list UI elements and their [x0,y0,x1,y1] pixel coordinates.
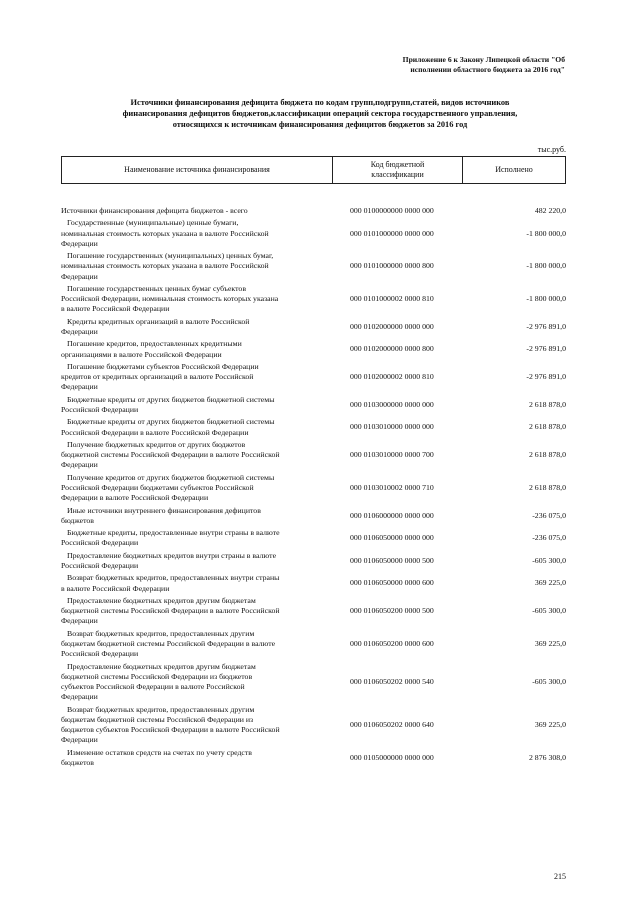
source-name-line: Российской Федерации бюджетами субъектов Российской [61,482,254,492]
source-name-line: Государственные (муниципальные) ценные бумаги, [67,218,239,228]
source-name [61,705,346,746]
executed-amount: -236 075,0 [532,533,566,543]
table-row [61,362,566,393]
table-row [61,395,566,415]
source-name-line: Российской Федерации [61,538,139,548]
budget-code: 000 0102000000 0000 800 [350,344,434,354]
budget-code: 000 0103010002 0000 710 [350,482,434,492]
table-row [61,339,566,359]
table-body [61,206,566,770]
executed-amount: 2 618 878,0 [528,399,566,409]
table-header [61,156,566,184]
source-name-line: Возврат бюджетных кредитов, предоставленных другим [67,704,255,714]
source-name-line: Возврат бюджетных кредитов, предоставленных внутри страны [67,573,280,583]
source-name-line: Получение бюджетных кредитов от других бюджетов [67,439,246,449]
executed-amount: -1 800 000,0 [526,261,566,271]
source-name-line: Российской Федерации [61,649,139,659]
source-name-line: Федерации [61,382,98,392]
executed-amount: -2 976 891,0 [526,321,566,331]
executed-amount: -605 300,0 [532,676,566,686]
budget-code: 000 0106000000 0000 000 [350,510,434,520]
executed-amount: 369 225,0 [534,578,566,588]
executed-amount: -605 300,0 [532,606,566,616]
source-name-line: Предоставление бюджетных кредитов внутри страны в валюте [67,550,277,560]
budget-code: 000 0106050000 0000 000 [350,533,434,543]
budget-code: 000 0101000002 0000 810 [350,294,434,304]
source-name-line: Получение кредитов от других бюджетов бюджетной системы [67,472,275,482]
source-name-line: Федерации [61,692,98,702]
executed-amount: -2 976 891,0 [526,344,566,354]
source-name-line: Российской Федерации в валюте Российской Федерации [61,427,249,437]
table-row [61,218,566,249]
source-name-line: бюджетам бюджетной системы Российской Федерации из [61,714,254,724]
budget-code: 000 0106050202 0000 640 [350,719,434,729]
executed-amount: -236 075,0 [532,510,566,520]
executed-amount: 2 618 878,0 [528,450,566,460]
source-name-line: Российской Федерации [61,560,139,570]
table-row [61,748,566,768]
budget-code: 000 0103010000 0000 700 [350,450,434,460]
table-row [61,551,566,571]
source-name [61,551,346,571]
executed-amount: 2 618 878,0 [528,422,566,432]
source-name [61,395,346,415]
executed-amount: 369 225,0 [534,719,566,729]
source-name [61,506,346,526]
source-name-line: номинальная стоимость которых указана в валюте Российской [61,228,269,238]
budget-code: 000 0106050200 0000 500 [350,606,434,616]
budget-code: 000 0106050200 0000 600 [350,638,434,648]
source-name [61,317,346,337]
source-name-line: Федерации [61,238,98,248]
source-name [61,417,346,437]
source-name [61,473,346,504]
source-name-line: Федерации [61,735,98,745]
appendix-line-1: Приложение 6 к Закону Липецкой области "Об [402,55,565,64]
executed-amount: -1 800 000,0 [526,294,566,304]
source-name [61,573,346,593]
source-name-line: Иные источники внутреннего финансирования дефицитов [67,505,261,515]
page-number: 215 [554,872,566,881]
source-name-line: Федерации в валюте Российской Федерации [61,493,209,503]
budget-code: 000 0106050000 0000 600 [350,578,434,588]
table-row [61,251,566,282]
title-line-1: Источники финансирования дефицита бюджета по кодам групп,подгрупп,статей, видов источников [130,98,510,107]
table-row [61,473,566,504]
executed-amount: 2 876 308,0 [528,752,566,762]
source-name-line: бюджетов [61,757,94,767]
table-row [61,662,566,703]
table-row [61,506,566,526]
table-row [61,317,566,337]
executed-amount: -2 976 891,0 [526,372,566,382]
source-name-line: бюджетам бюджетной системы Российской Федерации в валюте [61,638,276,648]
source-name-line: Погашение государственных ценных бумаг субъектов [67,283,246,293]
executed-amount: -605 300,0 [532,555,566,565]
source-name-line: Предоставление бюджетных кредитов другим бюджетам [67,661,256,671]
source-name [61,596,346,627]
units-label: тыс.руб. [537,145,566,154]
source-name-line: Федерации [61,271,98,281]
table-row [61,629,566,660]
source-name-line: Федерации [61,616,98,626]
source-name [61,251,346,282]
executed-amount: -1 800 000,0 [526,228,566,238]
source-name-line: Источники финансирования дефицита бюджетов - всего [61,206,248,215]
source-name [61,218,346,249]
source-name-line: Российской Федерации, номинальная стоимость которых указана [61,294,279,304]
budget-code: 000 0106050000 0000 500 [350,555,434,565]
source-name-line: субъектов Российской Федерации в валюте Российской [61,681,245,691]
executed-amount: 369 225,0 [534,638,566,648]
budget-code: 000 0103000000 0000 000 [350,399,434,409]
source-name-line: в валюте Российской Федерации [61,583,170,593]
table-row [61,705,566,746]
source-name-line: бюджетной системы Российской Федерации в валюте Российской [61,450,280,460]
source-name-line: Погашение бюджетами субъектов Российской Федерации [67,361,259,371]
source-name-line: Российской Федерации [61,404,139,414]
source-name-line: Погашение государственных (муниципальных) ценных бумаг, [67,251,274,261]
column-header-executed: Исполнено [495,165,533,174]
column-header-name: Наименование источника финансирования [124,165,270,174]
source-name-line: организациями в валюте Российской Федерации [61,349,222,359]
table-row [61,417,566,437]
budget-code: 000 0101000000 0000 800 [350,261,434,271]
source-name-line: в валюте Российской Федерации [61,304,170,314]
source-name-line: Бюджетные кредиты, предоставленные внутри страны в валюте [67,528,280,538]
source-name-line: Федерации [61,460,98,470]
source-name [61,206,346,216]
source-name [61,662,346,703]
source-name-line: бюджетной системы Российской Федерации из бюджетов [61,671,253,681]
appendix-line-2: исполнении областного бюджета за 2016 год" [410,65,565,74]
document-title [60,97,580,131]
column-header-code-line-2: классификации [371,170,424,179]
source-name-line: Бюджетные кредиты от других бюджетов бюджетной системы [67,417,275,427]
source-name-line: кредитов от кредитных организаций в валюте Российской [61,372,254,382]
title-line-2: финансирования дефицитов бюджетов,классификации операций сектора государственного управления, [122,109,518,119]
title-line-3: относящихся к источникам финансирования дефицитов бюджетов за 2016 год [172,120,468,130]
table-row [61,573,566,593]
table-row [61,206,566,216]
source-name-line: бюджетной системы Российской Федерации в валюте Российской [61,606,280,616]
table-row [61,596,566,627]
source-name-line: бюджетов субъектов Российской Федерации в валюте Российской [61,724,280,734]
column-header-code-line-1: Код бюджетной [370,160,425,169]
source-name-line: Возврат бюджетных кредитов, предоставленных другим [67,628,255,638]
budget-code: 000 0103010000 0000 000 [350,422,434,432]
column-header-code [332,157,463,183]
table-row [61,284,566,315]
source-name-line: Предоставление бюджетных кредитов другим бюджетам [67,595,256,605]
appendix-caption [375,55,565,75]
source-name-line: Федерации [61,326,98,336]
source-name-line: Кредиты кредитных организаций в валюте Российской [67,316,250,326]
source-name [61,440,346,471]
source-name [61,748,346,768]
budget-code: 000 0106050202 0000 540 [350,676,434,686]
source-name [61,528,346,548]
source-name-line: бюджетов [61,515,94,525]
table-row [61,528,566,548]
source-name [61,629,346,660]
budget-code: 000 0102000000 0000 000 [350,321,434,331]
budget-code: 000 0100000000 0000 000 [350,206,434,215]
budget-code: 000 0105000000 0000 000 [350,752,434,762]
source-name [61,339,346,359]
source-name [61,284,346,315]
executed-amount: 2 618 878,0 [528,482,566,492]
budget-code: 000 0102000002 0000 810 [350,372,434,382]
source-name-line: Изменение остатков средств на счетах по учету средств [67,747,252,757]
executed-amount: 482 220,0 [534,206,566,215]
budget-code: 000 0101000000 0000 000 [350,228,434,238]
source-name [61,362,346,393]
table-row [61,440,566,471]
source-name-line: номинальная стоимость которых указана в валюте Российской [61,261,269,271]
source-name-line: Бюджетные кредиты от других бюджетов бюджетной системы [67,394,275,404]
source-name-line: Погашение кредитов, предоставленных кредитными [67,339,242,349]
